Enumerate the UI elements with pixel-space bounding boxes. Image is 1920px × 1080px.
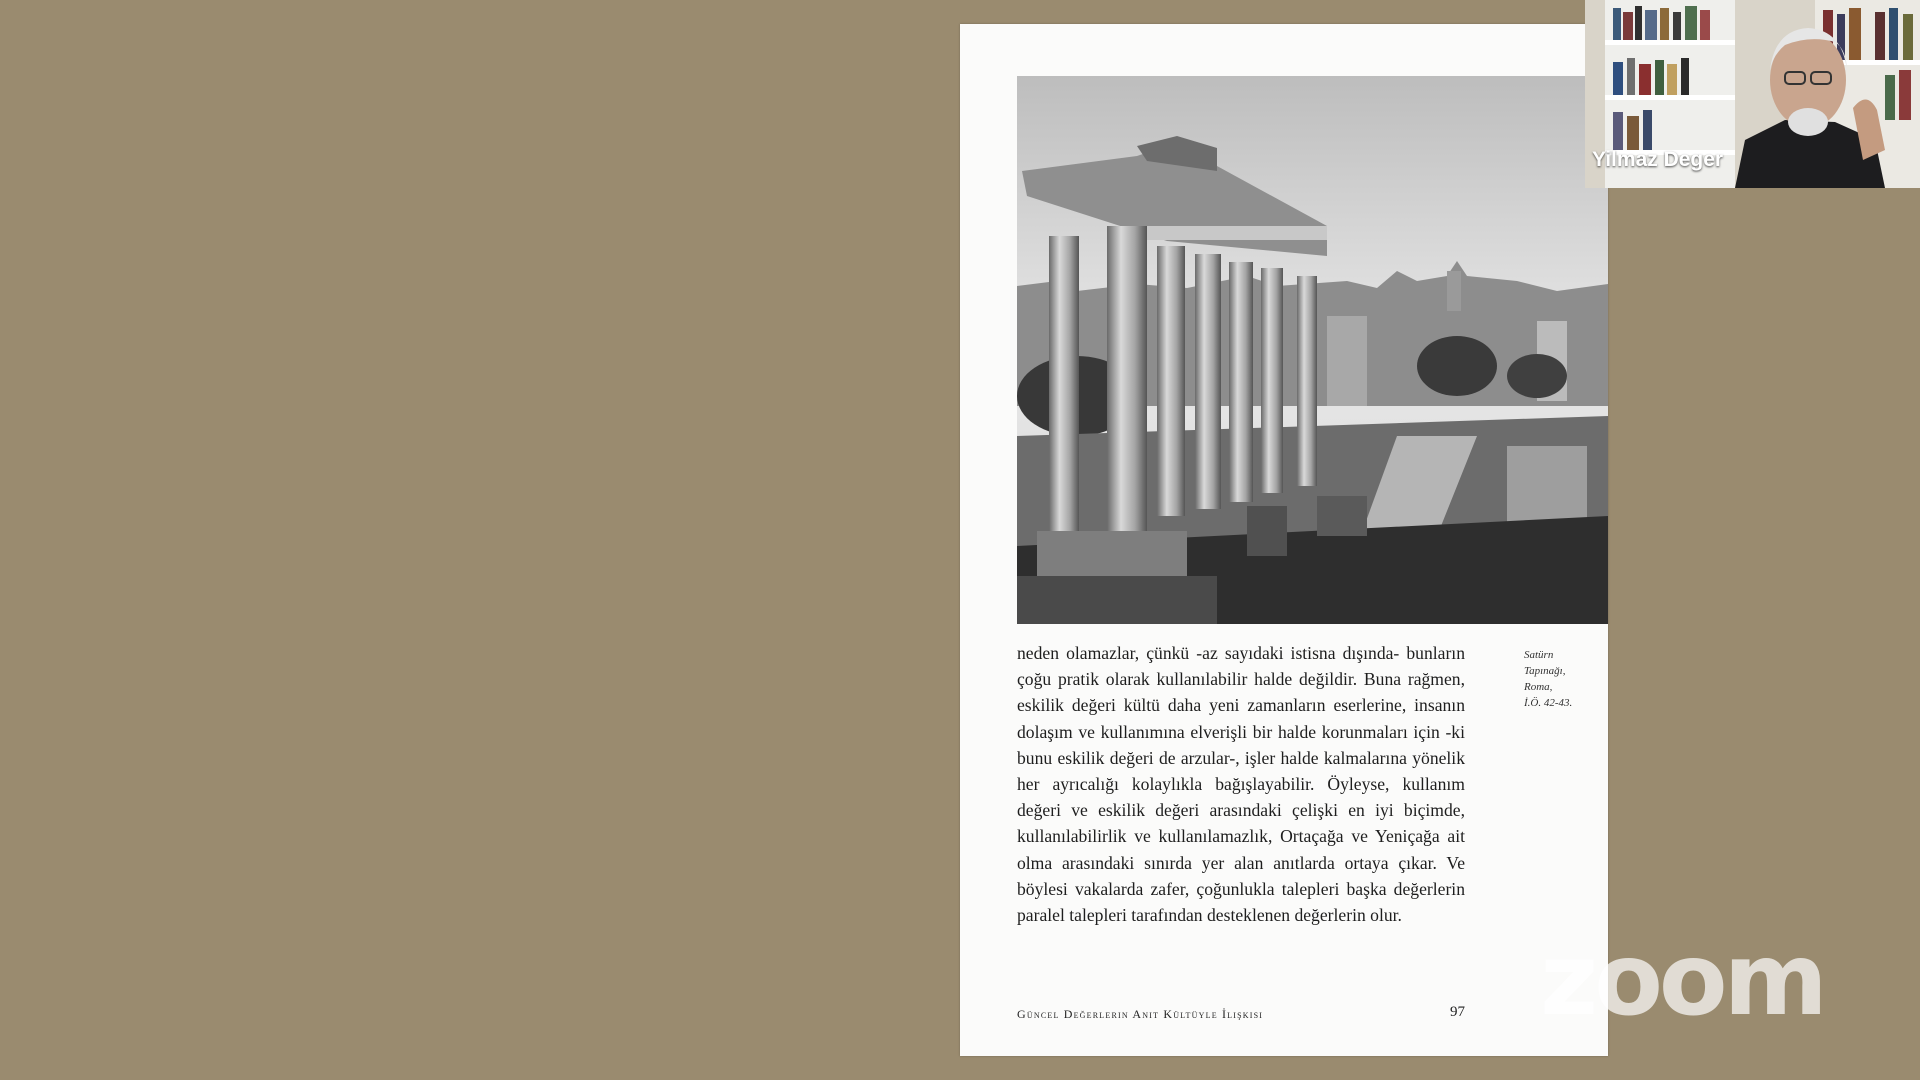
document-page bbox=[960, 24, 1608, 1056]
temple-ruins-illustration bbox=[1017, 76, 1608, 624]
body-paragraph-text: neden olamazlar, çünkü -az sayıdaki istisna dışında- bunların çoğu pratik olarak kullanılabilir halde değildir. Buna rağmen, eskilik değeri kültü daha yeni zamanların eserlerine, insanın dolaşım ve kullanımına elverişli bir halde korunmaları için -ki bunu eskilik değeri de arzular-, işler halde kalmalarına yönelik her ayrıcalığı kolaylıkla bağışlayabilir. Öyleyse, kullanım değeri ve eskilik değeri arasındaki çelişki en iyi biçimde, kullanılabilirlik ve kullanılamazlık, Ortaçağa ve Yeniçağa ait olma arasındaki sınırda yer alan anıtlarda ortaya çıkar. Ve böylesi vakalarda zafer, çoğunlukla talepleri başka değerlerin paralel talepleri tarafından desteklenen değerlerin olur. bbox=[1017, 643, 1465, 926]
photo-caption bbox=[1524, 647, 1598, 711]
caption-line: İ.Ö. 42-43. bbox=[1524, 697, 1573, 709]
zoom-watermark-logo: zoom bbox=[1540, 921, 1824, 1038]
body-paragraph bbox=[1017, 640, 1465, 928]
page-footer bbox=[1017, 1004, 1465, 1026]
participant-name-label: Yilmaz Deger bbox=[1592, 148, 1724, 171]
running-title: Güncel Değerlerin Anıt Kültüyle İlişkisi bbox=[1017, 1007, 1264, 1021]
participant-video-tile[interactable] bbox=[1585, 0, 1920, 188]
page-number: 97 bbox=[1450, 1004, 1465, 1020]
caption-line: Tapınağı, bbox=[1524, 665, 1566, 677]
temple-of-saturn-photo bbox=[1017, 76, 1608, 624]
caption-line: Roma, bbox=[1524, 681, 1553, 693]
caption-line: Satürn bbox=[1524, 649, 1554, 661]
